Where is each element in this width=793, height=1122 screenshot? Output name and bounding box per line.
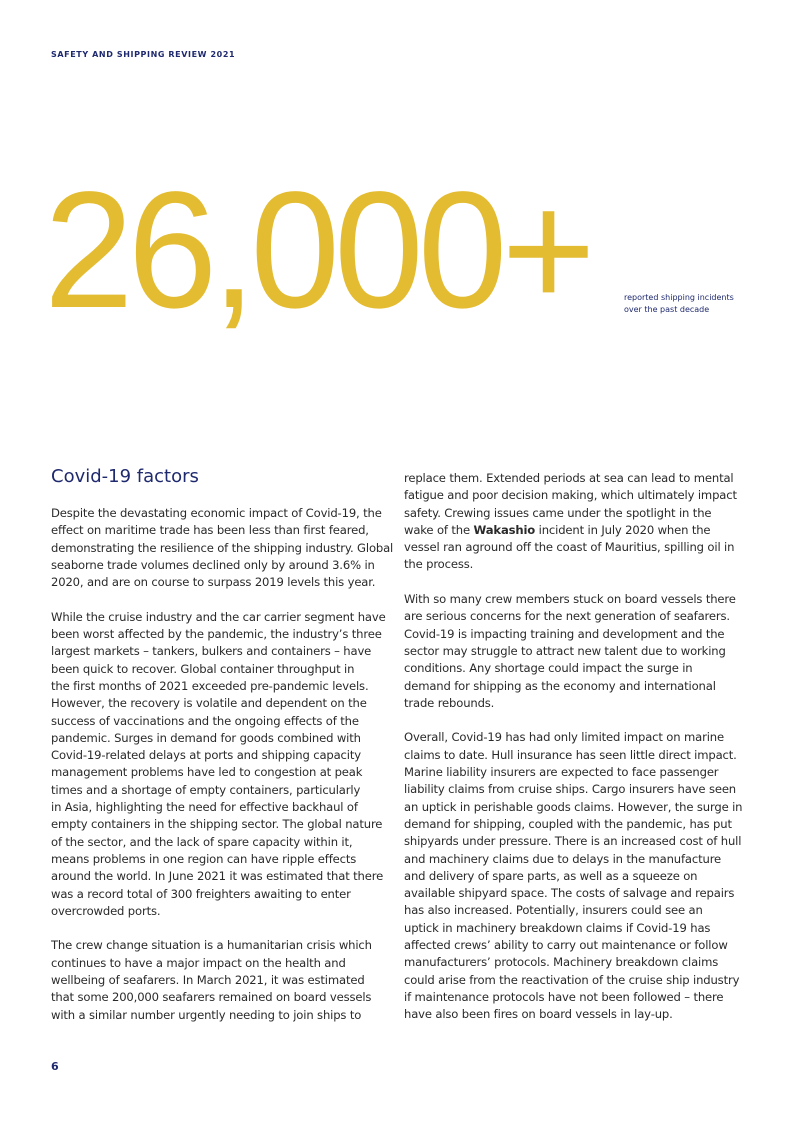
text-line: times and a shortage of empty containers, particularly — [51, 782, 361, 797]
text-line: Covid-19-related delays at ports and shipping capacity — [51, 748, 361, 763]
text-line: overcrowded ports. — [51, 903, 161, 918]
text-line: While the cruise industry and the car carrier segment have — [51, 609, 386, 624]
text-line: pandemic. Surges in demand for goods combined with — [51, 730, 361, 745]
text-line: With so many crew members stuck on board vessels there — [404, 592, 736, 607]
stat-caption-line: reported shipping incidents — [624, 293, 734, 302]
text-segment: incident in July 2020 when the — [535, 522, 711, 537]
text-line: means problems in one region can have ripple effects — [51, 851, 357, 866]
text-line: was a record total of 300 freighters awaiting to enter — [51, 886, 351, 901]
text-line: are serious concerns for the next generation of seafarers. — [404, 609, 730, 624]
text-segment: wake of the — [404, 522, 474, 537]
text-line: Marine liability insurers are expected to face passenger — [404, 765, 719, 780]
paragraph — [404, 591, 749, 712]
text-line: seaborne trade volumes declined only by around 3.6% in — [51, 557, 375, 572]
paragraph — [51, 937, 396, 1023]
text-line — [404, 522, 749, 539]
vessel-name: Wakashio — [473, 522, 536, 537]
text-line: that some 200,000 seafarers remained on board vessels — [51, 990, 372, 1005]
paragraph — [51, 609, 396, 920]
stat-value: 26,000+ — [44, 158, 590, 343]
text-line: with a similar number urgently needing to join ships to — [51, 1007, 362, 1022]
text-line: effect on maritime trade has been less than first feared, — [51, 523, 369, 538]
paragraph — [51, 505, 396, 591]
text-line: 2020, and are on course to surpass 2019 levels this year. — [51, 575, 376, 590]
running-head: SAFETY AND SHIPPING REVIEW 2021 — [51, 50, 236, 59]
text-line: liability claims from cruise ships. Cargo insurers have seen — [404, 782, 736, 797]
text-line: trade rebounds. — [404, 695, 495, 710]
stat-caption — [624, 292, 734, 315]
text-line: vessel ran aground off the coast of Mauritius, spilling oil in — [404, 540, 735, 555]
text-line: around the world. In June 2021 it was estimated that there — [51, 869, 384, 884]
text-line: Despite the devastating economic impact of Covid-19, the — [51, 506, 382, 520]
text-line: wellbeing of seafarers. In March 2021, it was estimated — [51, 973, 365, 988]
text-line: management problems have led to congestion at peak — [51, 765, 363, 780]
text-line: success of vaccinations and the ongoing effects of the — [51, 713, 359, 728]
text-line: have also been fires on board vessels in lay-up. — [404, 1007, 673, 1022]
text-line: conditions. Any shortage could impact the surge in — [404, 661, 693, 676]
text-line: Covid-19 is impacting training and development and the — [404, 626, 725, 641]
text-line: the process. — [404, 557, 474, 572]
right-column — [404, 470, 749, 1041]
paragraph — [404, 470, 749, 574]
page-number: 6 — [51, 1060, 59, 1073]
text-line: if maintenance protocols have not been followed – there — [404, 989, 724, 1004]
text-line: an uptick in perishable goods claims. However, the surge in — [404, 799, 743, 814]
text-line: empty containers in the shipping sector. The global nature — [51, 817, 383, 832]
text-line: could arise from the reactivation of the cruise ship industry — [404, 972, 740, 987]
text-line: fatigue and poor decision making, which ultimately impact — [404, 488, 737, 503]
text-line: demand for shipping, coupled with the pandemic, has put — [404, 816, 732, 831]
text-line: in Asia, highlighting the need for effective backhaul of — [51, 800, 358, 815]
text-line: manufacturers’ protocols. Machinery breakdown claims — [404, 955, 719, 970]
text-line: Overall, Covid-19 has had only limited impact on marine — [404, 730, 724, 745]
text-line: demonstrating the resilience of the shipping industry. Global — [51, 540, 394, 555]
text-line: been worst affected by the pandemic, the industry’s three — [51, 627, 382, 642]
text-line: safety. Crewing issues came under the spotlight in the — [404, 505, 712, 520]
text-line: However, the recovery is volatile and dependent on the — [51, 696, 367, 711]
text-line: claims to date. Hull insurance has seen little direct impact. — [404, 747, 737, 762]
text-line: and delivery of spare parts, as well as a squeeze on — [404, 868, 698, 883]
stat-caption-line: over the past decade — [624, 304, 710, 314]
text-line: been quick to recover. Global container throughput in — [51, 661, 355, 676]
text-line: continues to have a major impact on the health and — [51, 955, 346, 970]
text-line: shipyards under pressure. There is an increased cost of hull — [404, 834, 742, 849]
text-line: available shipyard space. The costs of salvage and repairs — [404, 886, 735, 901]
text-line: demand for shipping as the economy and international — [404, 678, 716, 693]
left-column — [51, 505, 396, 1041]
text-line: the first months of 2021 exceeded pre-pandemic levels. — [51, 678, 369, 693]
text-line: sector may struggle to attract new talent due to working — [404, 643, 726, 658]
text-line: The crew change situation is a humanitarian crisis which — [51, 938, 372, 953]
section-heading: Covid-19 factors — [51, 466, 199, 487]
text-line: affected crews’ ability to carry out maintenance or follow — [404, 938, 728, 953]
text-line: has also increased. Potentially, insurers could see an — [404, 903, 703, 918]
paragraph — [404, 729, 749, 1023]
text-line: largest markets – tankers, bulkers and containers – have — [51, 644, 372, 659]
text-line: of the sector, and the lack of spare capacity within it, — [51, 834, 353, 849]
text-line: and machinery claims due to delays in the manufacture — [404, 851, 722, 866]
text-line: replace them. Extended periods at sea can lead to mental — [404, 471, 734, 485]
text-line: uptick in machinery breakdown claims if Covid-19 has — [404, 920, 711, 935]
